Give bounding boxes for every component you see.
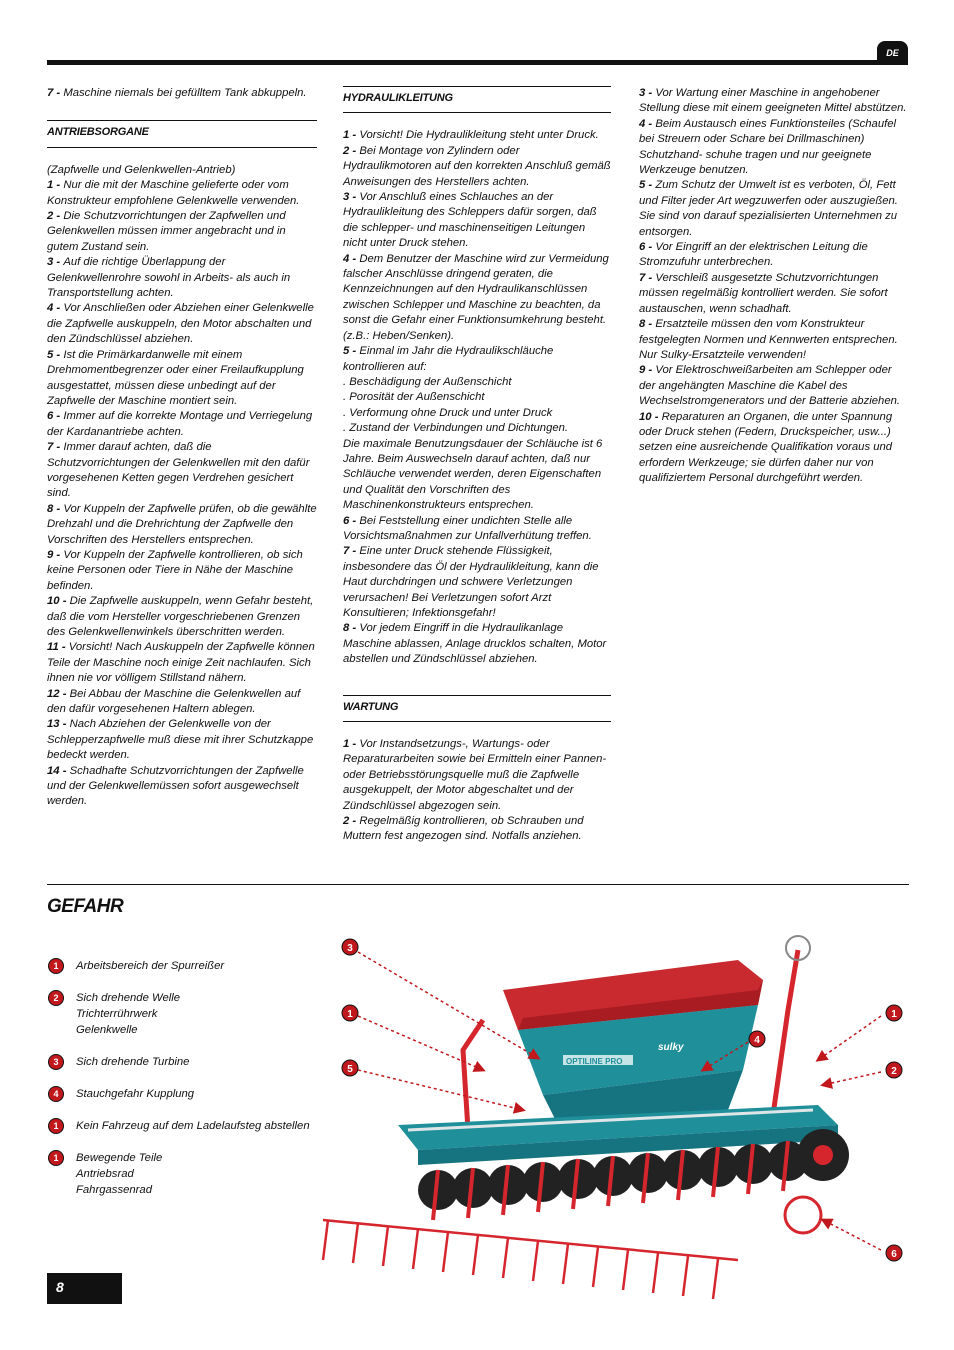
list-item: 1 - Vorsicht! Die Hydraulikleitung steht unter Druck.	[343, 129, 599, 142]
header-rule	[47, 60, 907, 65]
svg-text:6: 6	[891, 1249, 897, 1260]
legend-item	[47, 1054, 312, 1070]
legend-text: Bewegende Teile	[76, 1152, 163, 1164]
list-item: 5 - Einmal im Jahr die Hydraulikschläuche kontrollieren auf:	[343, 345, 554, 373]
sulky-logo: sulky	[658, 1042, 684, 1053]
svg-text:2: 2	[891, 1066, 897, 1077]
list-item: 4 - Dem Benutzer der Maschine wird zur Vermeidung falscher Anschlüsse dringend geraten, die Kennzeichnungen auf den Hydraulikanschlüssen zwischen Schlepper und Maschine zu beachten, da sonst die Gefahr einer Funktionsumkehrung besteht. (z.B.: Heben/Senken).	[343, 252, 609, 342]
legend-item	[47, 990, 312, 1038]
svg-text:1: 1	[347, 1009, 353, 1020]
list-item: 8 - Vor jedem Eingriff in die Hydraulikanlage Maschine ablassen, Anlage drucklos schalten, Motor abstellen und Zündschlüssel abziehen.	[343, 622, 607, 666]
hose-note: Die maximale Benutzungsdauer der Schläuche ist 6 Jahre. Beim Auswechseln darauf achten, daß nur Schläuche verwendet werden, deren Eigenschaften und Qualität den Vorschriften des Maschinenkonstrukteurs entsprechen.	[343, 437, 603, 512]
list-item: 4 - Beim Austausch eines Funktionsteiles (Schaufel bei Streuern oder Schare bei Drillmaschinen) Schutzhand- schuhe tragen und nur geeignete Werkzeuge benutzen.	[639, 117, 897, 177]
callout-badge	[886, 1062, 902, 1078]
legend-item	[47, 1086, 312, 1102]
callout-badge	[886, 1245, 902, 1261]
callout-badge	[749, 1031, 765, 1047]
list-item: 1 - Vor Instandsetzungs-, Wartungs- oder Reparaturarbeiten sowie bei Ermitteln einer Pannen- oder Betriebsstörungsquelle muß die Zapfwelle ausgekuppelt, der Motor abgeschaltet und der Zündschlüssel abgezogen sein.	[343, 738, 607, 812]
section-title-antriebsorgane: ANTRIEBSORGANE	[47, 120, 317, 147]
gefahr-title: GEFAHR	[47, 896, 124, 917]
list-item: 7 - Eine unter Druck stehende Flüssigkeit, insbesondere das Öl der Hydraulikleitung, kann die Haut durchdringen und schwere Verletzungen verursachen! Bei Verletzungen sofort Arzt Konsultieren; Infektionsgefahr!	[343, 545, 599, 619]
danger-number-badge: 4	[49, 1087, 63, 1101]
section-subtitle: (Zapfwelle und Gelenkwellen-Antrieb)	[47, 163, 236, 176]
legend-text: Gelenkwelle	[76, 1024, 138, 1036]
legend-item	[47, 1118, 312, 1134]
list-item: 8 - Ersatzteile müssen den vom Konstrukteur festgelegten Normen und Kennwerten entsprechen. Nur Sulky-Ersatzteile verwenden!	[639, 318, 898, 361]
legend-text: Antriebsrad	[76, 1168, 134, 1180]
column-2	[343, 86, 611, 845]
page-number: 8	[47, 1273, 122, 1304]
list-item: 2 - Bei Montage von Zylindern oder Hydraulikmotoren auf den korrekten Anschluß gemäß Anweisungen des Herstellers achten.	[343, 144, 611, 188]
legend-item	[47, 1150, 312, 1198]
column-3	[639, 86, 909, 487]
intro-paragraph: 7 - Maschine niemals bei gefülltem Tank abkuppeln.	[47, 87, 307, 99]
list-item: 10 - Reparaturen an Organen, die unter Spannung oder Druck stehen (Federn, Druckspeicher, usw...) setzen eine ausreichende Qualifikation voraus und erfordern Werkzeuge; sie dürfen daher nur von qualifiziertem Personal durchgeführt werden.	[639, 410, 893, 485]
list-item: 6 - Vor Eingriff an der elektrischen Leitung die Stromzufuhr unterbrechen.	[639, 241, 868, 269]
danger-number-badge: 2	[49, 991, 63, 1005]
list-item: 2 - Die Schutzvorrichtungen der Zapfwellen und Gelenkwellen müssen immer angebracht und in gutem Zustand sein.	[47, 210, 286, 253]
svg-text:5: 5	[347, 1064, 353, 1075]
list-item: 2 - Regelmäßig kontrollieren, ob Schrauben und Muttern fest angezogen sind. Notfalls anziehen.	[343, 815, 584, 843]
callout-badge	[342, 939, 358, 955]
list-item: 10 - Die Zapfwelle auskuppeln, wenn Gefahr besteht, daß die vom Hersteller vorgeschriebenen Grenzen des Gelenkwellenwinkels überschritten werden.	[47, 595, 314, 638]
hydraulik-list-2	[343, 514, 611, 668]
list-item: 5 - Ist die Primärkardanwelle mit einem Drehmomentbegrenzer oder einer Freilaufkupplung ausgestattet, müssen diese unbedingt auf der Zapfwelle der Maschine montiert sein.	[47, 348, 304, 407]
list-item: 9 - Vor Elektroschweißarbeiten am Schlepper oder der angehängten Maschine die Kabel des Wechselstromgenerators und der Batterie abziehen.	[639, 364, 901, 408]
list-item: 13 - Nach Abziehen der Gelenkwelle von der Schlepperzapfwelle muß diese mit ihrer Schutzkappe bedeckt werden.	[47, 718, 314, 762]
machine-brand-label: OPTILINE PRO	[566, 1057, 623, 1066]
list-item: 14 - Schadhafte Schutzvorrichtungen der Zapfwelle und der Gelenkwellemüssen sofort ausgewechselt werden.	[47, 764, 304, 808]
legend-text: Fahrgassenrad	[76, 1184, 152, 1196]
check-item: . Porosität der Außenschicht	[343, 391, 485, 404]
check-item: . Beschädigung der Außenschicht	[343, 375, 512, 388]
list-item: 8 - Vor Kuppeln der Zapfwelle prüfen, ob die gewählte Drehzahl und die Drehrichtung der Zapfwelle den Vorschriften des Herstellers entsprechen.	[47, 502, 317, 546]
legend-text: Sich drehende Turbine	[76, 1056, 190, 1068]
list-item: 3 - Vor Wartung einer Maschine in angehobener Stellung diese mit einem geeigneten Mittel abstützen.	[639, 87, 907, 115]
legend-text: Arbeitsbereich der Spurreißer	[76, 960, 225, 972]
list-item: 3 - Vor Anschluß eines Schlauches an der Hydraulikleitung des Schleppers dafür sorgen, daß die schlepper- und maschinenseitigen Leitungen nicht unter Druck stehen.	[343, 191, 597, 250]
list-item: 7 - Immer darauf achten, daß die Schutzvorrichtungen der Gelenkwellen mit den dafür vorgesehenen Ketten gegen Verdrehen gesichert sind.	[47, 441, 310, 500]
list-item: 3 - Auf die richtige Überlappung der Gelenkwellenrohre sowohl in Arbeits- als auch in Transportstellung achten.	[47, 256, 291, 300]
list-item: 12 - Bei Abbau der Maschine die Gelenkwellen auf den dafür vorgesehenen Haltern ablegen.	[47, 687, 301, 716]
list-item: 6 - Bei Feststellung einer undichten Stelle alle Vorsichtsmaßnahmen zur Unfallverhütung treffen.	[343, 514, 592, 542]
legend-item	[47, 958, 312, 974]
wartung-list-continued	[639, 86, 909, 487]
list-item: 1 - Nur die mit der Maschine gelieferte oder vom Konstrukteur empfohlene Gelenkwelle verwenden.	[47, 179, 300, 207]
list-item: 5 - Zum Schutz der Umwelt ist es verboten, Öl, Fett und Filter jeder Art wegzuwerfen oder auszugießen. Sie sind von darauf spezialisierten Unternehmen zu entsorgen.	[639, 179, 898, 238]
hydraulik-list	[343, 128, 611, 375]
callout-badge	[886, 1005, 902, 1021]
svg-text:4: 4	[754, 1035, 760, 1046]
language-tab: DE	[877, 41, 908, 65]
wartung-list	[343, 737, 611, 845]
list-item: 9 - Vor Kuppeln der Zapfwelle kontrollieren, ob sich keine Personen oder Tiere in Nähe der Maschine befinden.	[47, 548, 303, 592]
column-1	[47, 86, 317, 810]
legend-text: Sich drehende Welle	[76, 992, 181, 1004]
list-item: 6 - Immer auf die korrekte Montage und Verriegelung der Kardanantriebe achten.	[47, 410, 313, 438]
danger-legend	[47, 958, 312, 1214]
legend-text: Kein Fahrzeug auf dem Ladelaufsteg abstellen	[76, 1120, 310, 1132]
danger-number-badge: 1	[49, 1151, 63, 1165]
section-divider	[47, 884, 909, 885]
seed-drill-illustration	[318, 930, 918, 1325]
hose-check-list	[343, 375, 611, 437]
list-item: 7 - Verschleiß ausgesetzte Schutzvorrichtungen müssen regelmäßig kontrolliert werden. Sie sofort austauschen, wenn schadhaft.	[639, 271, 888, 315]
section-title-hydraulikleitung: HYDRAULIKLEITUNG	[343, 86, 611, 113]
check-item: . Zustand der Verbindungen und Dichtungen.	[343, 422, 569, 435]
danger-number-badge: 1	[49, 1119, 63, 1133]
rear-harrow	[323, 1220, 738, 1299]
svg-text:3: 3	[347, 943, 353, 954]
antriebsorgane-list	[47, 178, 317, 810]
danger-number-badge: 1	[49, 959, 63, 973]
svg-text:1: 1	[891, 1009, 897, 1020]
list-item: 11 - Vorsicht! Nach Auskuppeln der Zapfwelle können Teile der Maschine noch einige Zeit nachlaufen. Sich ihnen nie vor völligem Stillstand nähern.	[47, 641, 315, 685]
callout-badge	[342, 1005, 358, 1021]
list-item: 4 - Vor Anschließen oder Abziehen einer Gelenkwelle die Zapfwelle auskuppeln, den Motor abschalten und den Zündschlüssel abziehen.	[47, 302, 314, 346]
check-item: . Verformung ohne Druck und unter Druck	[343, 406, 553, 419]
danger-number-badge: 3	[49, 1055, 63, 1069]
legend-text: Stauchgefahr Kupplung	[76, 1088, 195, 1100]
section-title-wartung: WARTUNG	[343, 695, 611, 722]
callout-badge	[342, 1060, 358, 1076]
legend-text: Trichterrührwerk	[76, 1008, 158, 1020]
